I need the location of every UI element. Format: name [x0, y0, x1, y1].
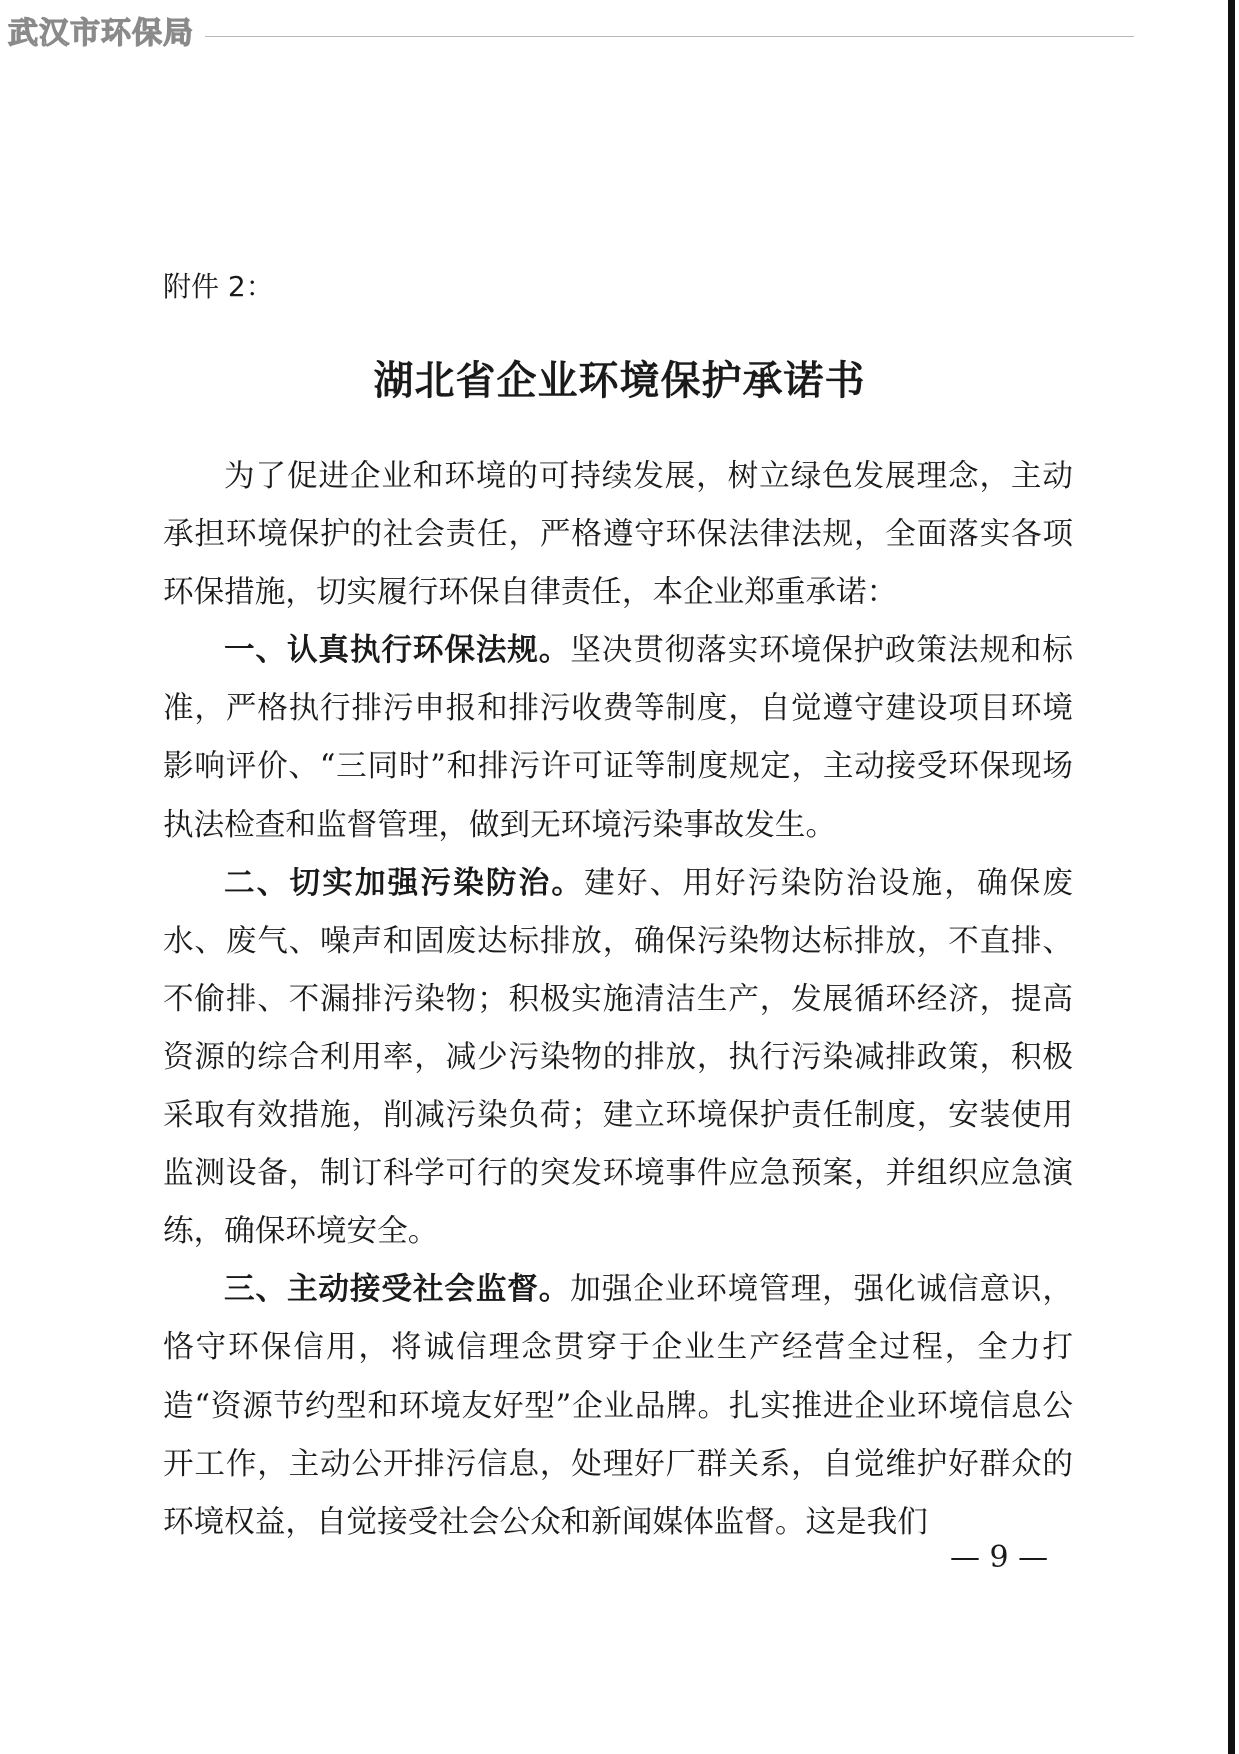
- scan-edge-bar: [1228, 0, 1235, 1754]
- watermark-logo-text: 武汉市环保局: [8, 16, 194, 51]
- header-divider: [205, 36, 1134, 37]
- section-heading-1: 一、认真执行环保法规。: [224, 633, 571, 669]
- section-text-1: 坚决贯彻落实环境保护政策法规和标准，严格执行排污申报和排污收费等制度，自觉遵守建设项目环境影响评价、“三同时”和排污许可证等制度规定，主动接受环保现场执法检查和监督管理，做到无环境污染事故发生。: [163, 633, 1073, 843]
- section-paragraph-1: [163, 622, 1073, 854]
- page-number: — 9 —: [950, 1540, 1049, 1575]
- section-paragraph-3: [163, 1261, 1073, 1551]
- document-body: [163, 448, 1073, 1552]
- section-text-3: 加强企业环境管理，强化诚信意识，恪守环保信用，将诚信理念贯穿于企业生产经营全过程，全力打造“资源节约型和环境友好型”企业品牌。扎实推进企业环境信息公开工作，主动公开排污信息，处理好厂群关系，自觉维护好群众的环境权益，自觉接受社会公众和新闻媒体监督。这是我们: [163, 1272, 1073, 1540]
- section-heading-2: 二、切实加强污染防治。: [224, 865, 585, 901]
- attachment-label: 附件 2：: [163, 270, 274, 303]
- document-title: 湖北省企业环境保护承诺书: [373, 357, 866, 404]
- section-text-2: 建好、用好污染防治设施，确保废水、废气、噪声和固废达标排放，确保污染物达标排放，不直排、不偷排、不漏排污染物；积极实施清洁生产，发展循环经济，提高资源的综合利用率，减少污染物的排放，执行污染减排政策，积极采取有效措施，削减污染负荷；建立环境保护责任制度，安装使用监测设备，制订科学可行的突发环境事件应急预案，并组织应急演练，确保环境安全。: [163, 865, 1074, 1250]
- section-heading-3: 三、主动接受社会监督。: [224, 1272, 571, 1308]
- intro-paragraph: 为了促进企业和环境的可持续发展，树立绿色发展理念，主动承担环境保护的社会责任，严格遵守环保法律法规，全面落实各项环保措施，切实履行环保自律责任，本企业郑重承诺：: [163, 459, 1073, 611]
- section-paragraph-2: [163, 855, 1073, 1262]
